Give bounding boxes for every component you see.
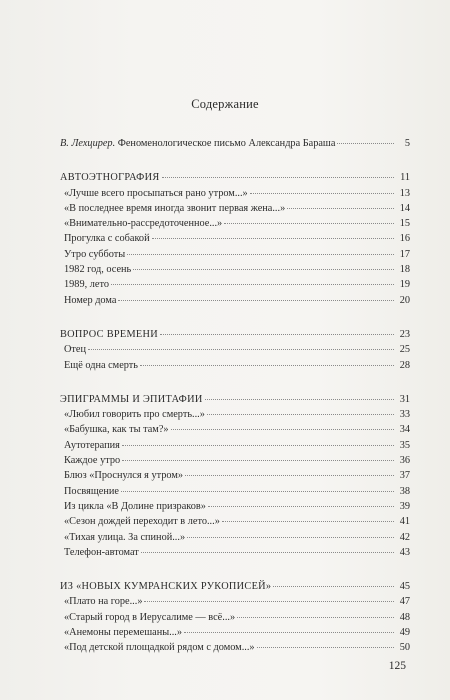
toc-page-number: 28 bbox=[399, 359, 410, 371]
leader-dots bbox=[111, 284, 394, 285]
toc-entry-label: «Старый город в Иерусалиме — всё...» bbox=[64, 611, 236, 623]
toc-page-number: 39 bbox=[399, 500, 410, 512]
toc-entry-label: «Лучше всего просыпаться рано утром...» bbox=[64, 187, 248, 199]
toc-entry-label: Прогулка с собакой bbox=[64, 233, 150, 245]
toc-entry bbox=[60, 407, 410, 422]
leader-dots bbox=[141, 552, 394, 553]
toc-section-heading bbox=[60, 327, 410, 342]
leader-dots bbox=[224, 223, 394, 224]
toc-intro-entry bbox=[60, 136, 410, 151]
toc-entry bbox=[60, 358, 410, 373]
toc-entry-label: «Анемоны перемешаны...» bbox=[64, 627, 183, 639]
toc-entry bbox=[60, 186, 410, 201]
toc-section-heading bbox=[60, 579, 410, 594]
leader-dots bbox=[187, 537, 394, 538]
toc-entry bbox=[60, 201, 410, 216]
leader-dots bbox=[171, 429, 394, 430]
toc-page-number: 33 bbox=[399, 409, 410, 421]
leader-dots bbox=[160, 334, 394, 335]
leader-dots bbox=[337, 143, 394, 144]
leader-dots bbox=[184, 632, 394, 633]
toc-page-number: 20 bbox=[399, 294, 410, 306]
toc-page-number: 15 bbox=[399, 218, 410, 230]
toc-entry-label: «Любил говорить про смерть...» bbox=[64, 409, 205, 421]
toc-intro-author: В. Лехцирер. bbox=[60, 138, 116, 149]
toc-page-number: 31 bbox=[399, 393, 410, 405]
toc-intro-text: Феноменологическое письмо Александра Бараша bbox=[115, 138, 336, 149]
toc-entry bbox=[60, 499, 410, 514]
toc-page-number: 36 bbox=[399, 455, 410, 467]
toc-page-number: 14 bbox=[399, 202, 410, 214]
toc-entry bbox=[60, 594, 410, 609]
toc-entry bbox=[60, 468, 410, 483]
toc-entry-label: «Плато на горе...» bbox=[64, 596, 143, 608]
page-title: Содержание bbox=[191, 97, 259, 111]
toc-entry bbox=[60, 422, 410, 437]
toc-page-number: 25 bbox=[399, 344, 410, 356]
leader-dots bbox=[140, 365, 394, 366]
toc-page-number: 16 bbox=[399, 233, 410, 245]
toc-entry bbox=[60, 484, 410, 499]
leader-dots bbox=[237, 617, 394, 618]
toc-page-number: 5 bbox=[404, 138, 410, 149]
leader-dots bbox=[118, 300, 394, 301]
leader-dots bbox=[207, 414, 394, 415]
leader-dots bbox=[222, 521, 394, 522]
leader-dots bbox=[205, 399, 394, 400]
toc-entry-label: Посвящение bbox=[64, 485, 119, 497]
toc-entry bbox=[60, 262, 410, 277]
toc-section-heading-label: ИЗ «НОВЫХ КУМРАНСКИХ РУКОПИСЕЙ» bbox=[60, 581, 272, 593]
section-spacer bbox=[60, 308, 410, 327]
toc-entry-label: «Сезон дождей переходит в лето...» bbox=[64, 516, 220, 528]
toc-page-number: 35 bbox=[399, 439, 410, 451]
leader-dots bbox=[127, 254, 394, 255]
toc-entry bbox=[60, 453, 410, 468]
toc-entry-label: Из цикла «В Долине призраков» bbox=[64, 500, 206, 512]
toc-page-number: 45 bbox=[399, 581, 410, 593]
leader-dots bbox=[88, 349, 394, 350]
toc-entry bbox=[60, 231, 410, 246]
leader-dots bbox=[273, 586, 394, 587]
toc-entry-label: Аутотерапия bbox=[64, 439, 120, 451]
folio-page-number: 125 bbox=[388, 660, 406, 672]
toc-entry-label: 1989, лето bbox=[64, 279, 109, 291]
toc-entry-label: Отец bbox=[64, 344, 87, 356]
table-of-contents bbox=[60, 136, 410, 656]
toc-entry-label: Ещё одна смерть bbox=[64, 359, 138, 371]
toc-section-heading-label: АВТОЭТНОГРАФИЯ bbox=[60, 172, 160, 184]
toc-entry-label: «В последнее время иногда звонит первая жена...» bbox=[64, 202, 286, 214]
toc-entry-label: «Внимательно-рассредоточенное...» bbox=[64, 218, 223, 230]
toc-entry bbox=[60, 514, 410, 529]
toc-page-number: 18 bbox=[399, 264, 410, 276]
toc-page-number: 47 bbox=[399, 596, 410, 608]
leader-dots bbox=[287, 208, 394, 209]
toc-page-number: 49 bbox=[399, 627, 410, 639]
toc-intro-label bbox=[60, 136, 335, 151]
leader-dots bbox=[122, 445, 394, 446]
toc-page-number: 19 bbox=[399, 279, 410, 291]
leader-dots bbox=[208, 506, 394, 507]
toc-page-number: 13 bbox=[399, 187, 410, 199]
toc-page-number: 50 bbox=[399, 642, 410, 654]
toc-page-number: 11 bbox=[400, 172, 410, 184]
toc-entry bbox=[60, 342, 410, 357]
leader-dots bbox=[152, 238, 394, 239]
leader-dots bbox=[250, 193, 394, 194]
section-spacer bbox=[60, 151, 410, 170]
toc-entry-label: Каждое утро bbox=[64, 455, 121, 467]
toc-entry bbox=[60, 640, 410, 655]
toc-page-number: 23 bbox=[399, 328, 410, 340]
toc-section-heading bbox=[60, 170, 410, 185]
toc-page-number: 42 bbox=[399, 531, 410, 543]
section-spacer bbox=[60, 560, 410, 579]
toc-page-number: 17 bbox=[399, 248, 410, 260]
toc-page-number: 48 bbox=[399, 611, 410, 623]
leader-dots bbox=[185, 475, 394, 476]
toc-entry bbox=[60, 216, 410, 231]
toc-section-heading-label: ВОПРОС ВРЕМЕНИ bbox=[60, 328, 158, 340]
leader-dots bbox=[121, 491, 394, 492]
section-spacer bbox=[60, 373, 410, 392]
toc-entry-label: Телефон-автомат bbox=[64, 546, 139, 558]
leader-dots bbox=[162, 177, 394, 178]
toc-entry bbox=[60, 625, 410, 640]
toc-entry bbox=[60, 610, 410, 625]
toc-entry bbox=[60, 530, 410, 545]
toc-entry bbox=[60, 247, 410, 262]
toc-section-heading bbox=[60, 392, 410, 407]
leader-dots bbox=[133, 269, 394, 270]
toc-entry-label: «Тихая улица. За спиной...» bbox=[64, 531, 186, 543]
toc-entry bbox=[60, 277, 410, 292]
toc-entry bbox=[60, 438, 410, 453]
toc-entry-label: «Под детской площадкой рядом с домом...» bbox=[64, 642, 255, 654]
leader-dots bbox=[257, 647, 394, 648]
leader-dots bbox=[144, 601, 394, 602]
toc-section-heading-label: ЭПИГРАММЫ И ЭПИТАФИИ bbox=[60, 393, 203, 405]
toc-entry-label: Номер дома bbox=[64, 294, 117, 306]
toc-page-number: 41 bbox=[399, 516, 410, 528]
toc-entry-label: Утро субботы bbox=[64, 248, 126, 260]
toc-page-number: 37 bbox=[399, 470, 410, 482]
toc-entry bbox=[60, 293, 410, 308]
toc-entry-label: «Бабушка, как ты там?» bbox=[64, 424, 169, 436]
toc-entry-label: 1982 год, осень bbox=[64, 264, 132, 276]
toc-entry-label: Блюз «Проснулся я утром» bbox=[64, 470, 184, 482]
toc-page-number: 34 bbox=[399, 424, 410, 436]
toc-entry bbox=[60, 545, 410, 560]
toc-page-number: 38 bbox=[399, 485, 410, 497]
leader-dots bbox=[122, 460, 394, 461]
toc-page-number: 43 bbox=[399, 546, 410, 558]
